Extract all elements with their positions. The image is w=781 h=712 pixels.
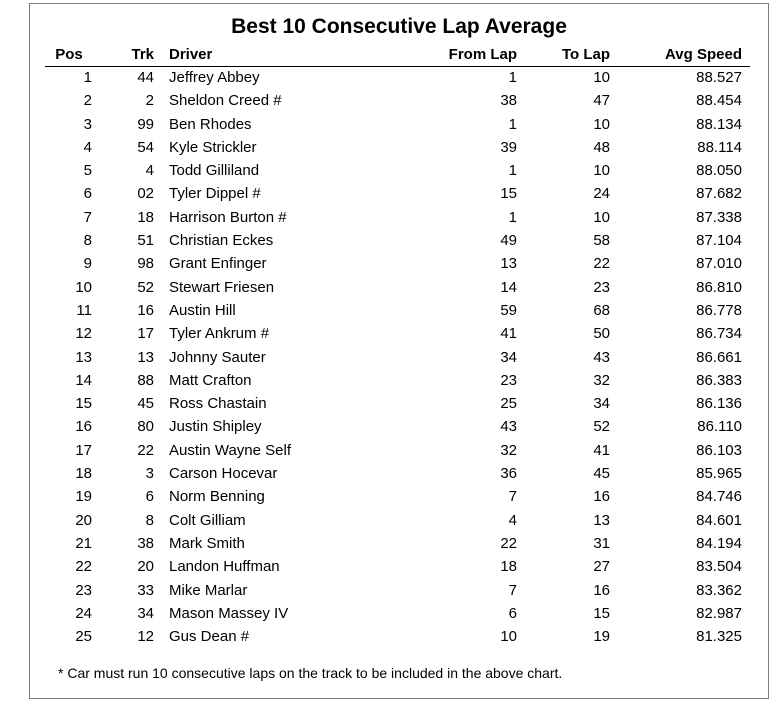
cell-to-lap: 13 [593, 511, 610, 529]
cell-from-lap: 39 [500, 138, 517, 156]
cell-from-lap: 15 [500, 185, 517, 203]
cell-trk: 98 [137, 255, 154, 273]
cell-pos: 16 [75, 418, 92, 436]
cell-to-lap: 27 [593, 558, 610, 576]
cell-to-lap: 23 [593, 278, 610, 296]
cell-driver: Gus Dean # [169, 628, 250, 646]
cell-driver: Justin Shipley [169, 418, 262, 436]
cell-trk: 4 [145, 162, 154, 180]
cell-from-lap: 23 [500, 371, 517, 389]
cell-pos: 10 [75, 278, 92, 296]
cell-trk: 54 [137, 138, 154, 156]
cell-from-lap: 34 [500, 348, 517, 366]
table-row [0, 439, 781, 462]
cell-avg-speed: 86.383 [696, 371, 742, 389]
cell-from-lap: 22 [500, 534, 517, 552]
cell-trk: 18 [137, 208, 154, 226]
cell-trk: 51 [137, 232, 154, 250]
cell-from-lap: 59 [500, 301, 517, 319]
cell-trk: 38 [137, 534, 154, 552]
column-header-avg-speed: Avg Speed [665, 46, 742, 63]
cell-from-lap: 7 [508, 488, 517, 506]
cell-to-lap: 45 [593, 465, 610, 483]
cell-avg-speed: 84.194 [696, 534, 742, 552]
table-row [0, 579, 781, 602]
cell-from-lap: 1 [508, 115, 517, 133]
cell-pos: 18 [75, 465, 92, 483]
cell-driver: Sheldon Creed # [169, 92, 282, 110]
table-header [0, 44, 781, 66]
cell-to-lap: 58 [593, 232, 610, 250]
cell-pos: 19 [75, 488, 92, 506]
table-row [0, 509, 781, 532]
cell-driver: Austin Hill [169, 301, 236, 319]
cell-to-lap: 48 [593, 138, 610, 156]
table-row [0, 299, 781, 322]
cell-pos: 15 [75, 395, 92, 413]
cell-avg-speed: 88.134 [696, 115, 742, 133]
cell-from-lap: 25 [500, 395, 517, 413]
cell-from-lap: 14 [500, 278, 517, 296]
cell-from-lap: 41 [500, 325, 517, 343]
cell-pos: 17 [75, 441, 92, 459]
cell-to-lap: 52 [593, 418, 610, 436]
cell-avg-speed: 83.504 [696, 558, 742, 576]
cell-driver: Todd Gilliland [169, 162, 260, 180]
table-row [0, 159, 781, 182]
table-row [0, 89, 781, 112]
table-row [0, 346, 781, 369]
column-header-to-lap: To Lap [561, 46, 610, 63]
footnote: * Car must run 10 consecutive laps on the track to be included in the above chart. [58, 665, 563, 681]
cell-pos: 2 [83, 92, 92, 110]
cell-from-lap: 13 [500, 255, 517, 273]
cell-driver: Harrison Burton # [169, 208, 287, 226]
cell-trk: 88 [137, 371, 154, 389]
cell-from-lap: 18 [500, 558, 517, 576]
cell-driver: Johnny Sauter [169, 348, 266, 366]
cell-driver: Mike Marlar [169, 581, 248, 599]
table-row [0, 532, 781, 555]
cell-trk: 17 [137, 325, 154, 343]
table-row [0, 276, 781, 299]
cell-from-lap: 1 [508, 208, 517, 226]
cell-pos: 20 [75, 511, 92, 529]
table-row [0, 555, 781, 578]
cell-trk: 2 [145, 92, 154, 110]
cell-pos: 7 [83, 208, 92, 226]
report-title: Best 10 Consecutive Lap Average [231, 15, 567, 38]
table-row [0, 66, 781, 89]
cell-to-lap: 24 [593, 185, 610, 203]
cell-to-lap: 15 [593, 604, 610, 622]
cell-from-lap: 6 [508, 604, 517, 622]
cell-pos: 24 [75, 604, 92, 622]
cell-from-lap: 7 [508, 581, 517, 599]
column-header-trk: Trk [131, 46, 154, 63]
table-row [0, 415, 781, 438]
table-row [0, 113, 781, 136]
cell-trk: 80 [137, 418, 154, 436]
cell-avg-speed: 86.103 [696, 441, 742, 459]
cell-pos: 22 [75, 558, 92, 576]
cell-trk: 99 [137, 115, 154, 133]
cell-pos: 25 [75, 628, 92, 646]
cell-to-lap: 32 [593, 371, 610, 389]
cell-trk: 34 [137, 604, 154, 622]
cell-pos: 14 [75, 371, 92, 389]
cell-avg-speed: 86.734 [696, 325, 742, 343]
cell-driver: Jeffrey Abbey [169, 69, 260, 86]
cell-pos: 8 [83, 232, 92, 250]
cell-avg-speed: 88.114 [697, 138, 742, 156]
table-row [0, 462, 781, 485]
table-row [0, 229, 781, 252]
cell-trk: 3 [145, 465, 154, 483]
cell-trk: 45 [137, 395, 154, 413]
cell-driver: Landon Huffman [169, 558, 280, 576]
cell-from-lap: 49 [500, 232, 517, 250]
cell-trk: 44 [137, 69, 154, 86]
cell-avg-speed: 87.010 [696, 255, 742, 273]
cell-avg-speed: 86.810 [696, 278, 742, 296]
table-row [0, 392, 781, 415]
cell-driver: Stewart Friesen [169, 278, 275, 296]
cell-to-lap: 16 [593, 581, 610, 599]
cell-from-lap: 4 [508, 511, 517, 529]
cell-avg-speed: 86.661 [696, 348, 742, 366]
cell-driver: Christian Eckes [169, 232, 274, 250]
cell-from-lap: 36 [500, 465, 517, 483]
cell-pos: 21 [75, 534, 92, 552]
cell-pos: 1 [83, 69, 92, 86]
cell-trk: 22 [137, 441, 154, 459]
cell-trk: 52 [137, 278, 154, 296]
cell-from-lap: 1 [508, 69, 517, 86]
cell-pos: 3 [83, 115, 92, 133]
cell-to-lap: 22 [593, 255, 610, 273]
table-body [0, 66, 781, 648]
cell-to-lap: 16 [593, 488, 610, 506]
cell-driver: Kyle Strickler [169, 138, 257, 156]
cell-to-lap: 43 [593, 348, 610, 366]
cell-avg-speed: 88.527 [696, 69, 742, 86]
cell-trk: 8 [145, 511, 154, 529]
cell-trk: 6 [145, 488, 154, 506]
cell-driver: Mason Massey IV [169, 604, 289, 622]
cell-pos: 13 [75, 348, 92, 366]
cell-driver: Ross Chastain [169, 395, 267, 413]
table-row [0, 625, 781, 648]
cell-avg-speed: 84.601 [696, 511, 742, 529]
cell-to-lap: 10 [593, 162, 610, 180]
cell-to-lap: 19 [593, 628, 610, 646]
cell-driver: Grant Enfinger [169, 255, 267, 273]
cell-to-lap: 41 [593, 441, 610, 459]
cell-avg-speed: 87.338 [696, 208, 742, 226]
cell-driver: Ben Rhodes [169, 115, 252, 133]
cell-avg-speed: 88.454 [696, 92, 742, 110]
cell-driver: Carson Hocevar [169, 465, 278, 483]
cell-trk: 13 [137, 348, 154, 366]
cell-driver: Norm Benning [169, 488, 265, 506]
cell-to-lap: 10 [593, 208, 610, 226]
cell-trk: 16 [137, 301, 154, 319]
cell-avg-speed: 86.778 [696, 301, 742, 319]
cell-driver: Mark Smith [169, 534, 245, 552]
cell-pos: 23 [75, 581, 92, 599]
table-row [0, 322, 781, 345]
table-row [0, 206, 781, 229]
table-row [0, 136, 781, 159]
cell-trk: 20 [137, 558, 154, 576]
cell-avg-speed: 81.325 [696, 628, 742, 646]
cell-trk: 12 [137, 628, 154, 646]
column-header-from-lap: From Lap [448, 46, 517, 63]
table-row [0, 182, 781, 205]
cell-to-lap: 50 [593, 325, 610, 343]
cell-driver: Tyler Dippel # [169, 185, 261, 203]
cell-pos: 4 [83, 138, 92, 156]
cell-avg-speed: 86.136 [696, 395, 742, 413]
cell-driver: Colt Gilliam [169, 511, 246, 529]
cell-avg-speed: 87.682 [696, 185, 742, 203]
column-header-pos: Pos [55, 46, 83, 63]
cell-avg-speed: 84.746 [696, 488, 742, 506]
cell-to-lap: 68 [593, 301, 610, 319]
cell-pos: 9 [83, 255, 92, 273]
cell-to-lap: 10 [593, 69, 610, 86]
cell-trk: 02 [137, 185, 154, 203]
cell-pos: 11 [76, 301, 92, 319]
cell-avg-speed: 86.110 [697, 418, 742, 436]
cell-from-lap: 43 [500, 418, 517, 436]
cell-to-lap: 47 [593, 92, 610, 110]
table-row [0, 369, 781, 392]
cell-to-lap: 31 [593, 534, 610, 552]
cell-pos: 12 [75, 325, 92, 343]
column-header-driver: Driver [169, 46, 213, 63]
cell-pos: 6 [83, 185, 92, 203]
cell-avg-speed: 88.050 [696, 162, 742, 180]
cell-to-lap: 10 [593, 115, 610, 133]
cell-driver: Austin Wayne Self [169, 441, 291, 459]
cell-from-lap: 10 [500, 628, 517, 646]
cell-driver: Tyler Ankrum # [169, 325, 270, 343]
cell-from-lap: 38 [500, 92, 517, 110]
cell-pos: 5 [83, 162, 92, 180]
cell-avg-speed: 87.104 [696, 232, 742, 250]
cell-from-lap: 32 [500, 441, 517, 459]
table-row [0, 485, 781, 508]
cell-avg-speed: 85.965 [696, 465, 742, 483]
table-row [0, 602, 781, 625]
cell-to-lap: 34 [593, 395, 610, 413]
cell-avg-speed: 83.362 [696, 581, 742, 599]
cell-driver: Matt Crafton [169, 371, 252, 389]
cell-avg-speed: 82.987 [696, 604, 742, 622]
cell-trk: 33 [137, 581, 154, 599]
table-row [0, 252, 781, 275]
cell-from-lap: 1 [508, 162, 517, 180]
